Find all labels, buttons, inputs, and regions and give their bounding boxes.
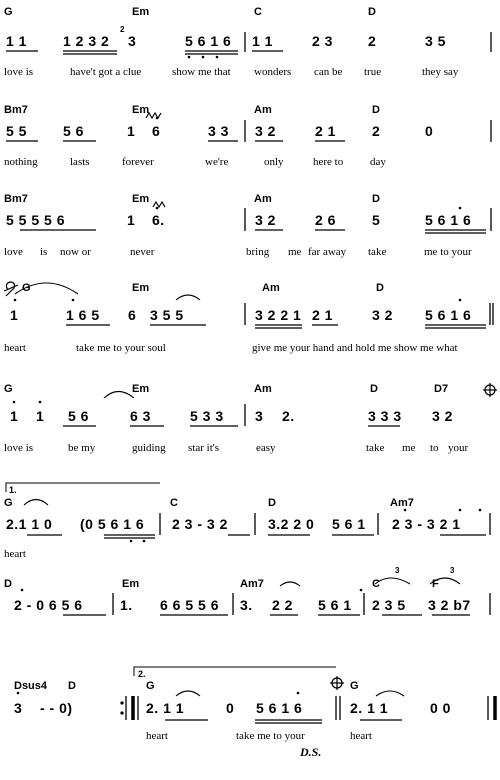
notes: 3 5 5 (150, 307, 184, 323)
chord-symbol: Bm7 (4, 104, 28, 116)
lyric: heart (146, 730, 168, 742)
notes: 3 2 b7 (428, 597, 471, 613)
notes: 1 (36, 408, 45, 424)
notes: (0 5 6 1 6 (80, 516, 145, 532)
notes: 3 (14, 700, 23, 716)
notes: 1 (10, 307, 19, 323)
lyric: forever (122, 156, 154, 168)
lyric: guiding (132, 442, 166, 454)
notes: 2 3 5 (372, 597, 406, 613)
lyric: day (370, 156, 386, 168)
notes: 0 0 (430, 700, 451, 716)
chord-symbol: Bm7 (4, 193, 28, 205)
chord-symbol: D (372, 104, 380, 116)
chord-symbol: Em (122, 578, 140, 590)
notes: 6 6 5 5 6 (160, 597, 219, 613)
notes: 3 3 3 (368, 408, 402, 424)
lyric: here to (313, 156, 344, 168)
lyric: heart (4, 342, 26, 354)
notes: 5 6 (63, 123, 84, 139)
tuplet-mark: 3 (395, 566, 400, 575)
notes: 5 5 5 5 6 (6, 212, 65, 228)
volta-1-label: 1. (9, 485, 17, 495)
notes: 2 1 (312, 307, 333, 323)
chord-symbol: G (4, 6, 13, 18)
chord-symbol: C (254, 6, 262, 18)
chord-symbol: C (372, 578, 380, 590)
chord-symbol: Em (132, 383, 150, 395)
chord-symbol: Am (254, 383, 272, 395)
notes: 1 1 (6, 33, 27, 49)
lyric: be my (68, 442, 96, 454)
chord-symbol: G (146, 680, 155, 692)
notes: 6. (152, 212, 165, 228)
chord-symbol: D (268, 497, 276, 509)
lyric: take me to your soul (76, 342, 166, 354)
lyric: me (288, 246, 302, 258)
notes: 5 (372, 212, 381, 228)
notes: 3 (128, 33, 137, 49)
notes: 3 2 (255, 212, 276, 228)
notes: 3 2 (432, 408, 453, 424)
chord-symbol: Dsus4 (14, 680, 48, 692)
lyric: love is (4, 66, 34, 78)
lyric: easy (256, 442, 276, 454)
notes: 2. (282, 408, 295, 424)
lyric: me to your (424, 246, 472, 258)
lyric: is (40, 246, 48, 258)
lyric: star it's (188, 442, 220, 454)
notes: 5 6 1 6 (425, 212, 472, 228)
lyric: only (264, 156, 284, 168)
lyric: they say (422, 66, 459, 78)
notes: 2 6 (315, 212, 336, 228)
notes: 5 6 1 6 (185, 33, 232, 49)
notes: 1 2 3 2 (63, 33, 110, 49)
notes: - - 0) (40, 700, 73, 716)
chord-symbol: D (68, 680, 76, 692)
notes: 2. 1 1 (146, 700, 185, 716)
notes: 1 (10, 408, 19, 424)
chord-symbol: Am7 (390, 497, 414, 509)
notes: 1 (127, 212, 136, 228)
lyric: love is (4, 442, 34, 454)
lyric: we're (205, 156, 229, 168)
lyric: true (364, 66, 382, 78)
notes: 2 (372, 123, 381, 139)
lyric: wonders (254, 66, 292, 78)
lyric: now or (60, 246, 91, 258)
lyric: heart (350, 730, 372, 742)
notes: 3. (240, 597, 253, 613)
chord-symbol: C (170, 497, 178, 509)
notes: 1 1 (252, 33, 273, 49)
lyric: far away (308, 246, 347, 258)
notes: 1. (120, 597, 133, 613)
volta-2-label: 2. (138, 669, 146, 679)
notes: 5 6 1 (332, 516, 366, 532)
chord-symbol: Em (132, 6, 150, 18)
lyric: love (4, 246, 23, 258)
notes: 3 2 (255, 123, 276, 139)
notes: 2. 1 1 (350, 700, 389, 716)
lyric: me (402, 442, 416, 454)
notes: 0 (425, 123, 434, 139)
chord-symbol: D (376, 282, 384, 294)
chord-symbol: Em (132, 282, 150, 294)
notes: 2 1 (315, 123, 336, 139)
notes: 2 (368, 33, 377, 49)
chord-symbol: D (4, 578, 12, 590)
chord-symbol: Am7 (240, 578, 264, 590)
grace-note: 2 (120, 25, 125, 34)
notes: 5 5 (6, 123, 27, 139)
notes: 2 3 - 3 2 (172, 516, 228, 532)
notes: 2.1 1 0 (6, 516, 53, 532)
chord-symbol: D (370, 383, 378, 395)
chord-symbol: D (368, 6, 376, 18)
notes: 3 2 2 1 (255, 307, 302, 323)
chord-symbol: G (4, 497, 13, 509)
notes: 3.2 2 0 (268, 516, 315, 532)
notes: 2 3 (312, 33, 333, 49)
notes: 6 (128, 307, 137, 323)
lyric: nothing (4, 156, 38, 168)
dal-segno-mark: D.S. (300, 745, 322, 759)
notes: 2 - 0 6 5 6 (14, 597, 83, 613)
lyric: give me your hand and hold me show me what (252, 342, 458, 354)
notes: 3 (255, 408, 264, 424)
chord-symbol: Am (254, 104, 272, 116)
chord-symbol: Em (132, 104, 150, 116)
chord-symbol: Am (262, 282, 280, 294)
lyric: can be (314, 66, 343, 78)
lyric: never (130, 246, 155, 258)
notes: 0 (226, 700, 235, 716)
notes: 2 2 (272, 597, 293, 613)
notes: 2 3 - 3 2 1 (392, 516, 461, 532)
lyric: take me to your (236, 730, 305, 742)
lyric: take (368, 246, 387, 258)
notes: 5 6 1 6 (425, 307, 472, 323)
notes: 5 6 (68, 408, 89, 424)
lyric: to (430, 442, 439, 454)
notes: 3 2 (372, 307, 393, 323)
notes: 6 (152, 123, 161, 139)
notes: 6 3 (130, 408, 151, 424)
chord-symbol: G (350, 680, 359, 692)
lyric: have't got a clue (70, 66, 142, 78)
chord-symbol: Am (254, 193, 272, 205)
chord-symbol: Em (132, 193, 150, 205)
lyric: your (448, 442, 469, 454)
chord-symbol: D7 (434, 383, 449, 395)
notes: 1 (127, 123, 136, 139)
lyric: bring (246, 246, 270, 258)
lyric: lasts (70, 156, 90, 168)
notes: 5 6 1 6 (256, 700, 303, 716)
tuplet-mark: 3 (450, 566, 455, 575)
chord-symbol: F (432, 578, 439, 590)
lyric: take (366, 442, 385, 454)
chord-symbol: D (372, 193, 380, 205)
notes: 3 3 (208, 123, 229, 139)
notes: 1 6 5 (66, 307, 100, 323)
chord-symbol: G (22, 282, 31, 294)
notes: 3 5 (425, 33, 446, 49)
notes: 5 6 1 (318, 597, 352, 613)
lyric: heart (4, 548, 26, 560)
notes: 5 3 3 (190, 408, 224, 424)
chord-symbol: G (4, 383, 13, 395)
lyric: show me that (172, 66, 231, 78)
